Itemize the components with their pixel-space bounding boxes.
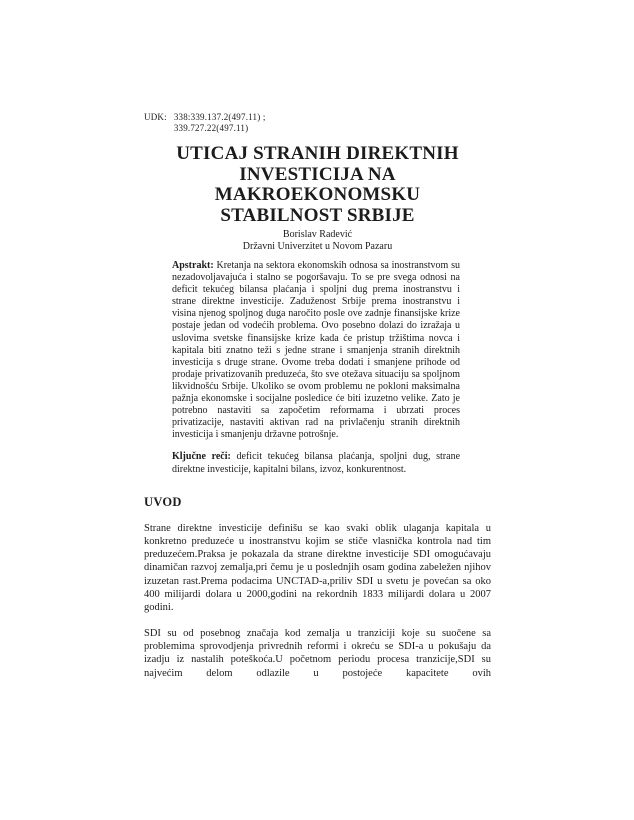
paper-title-line2: INVESTICIJA NA MAKROEKONOMSKU [214,163,421,205]
keywords-label: Ključne reči: [172,451,231,463]
keywords-text: deficit tekućeg bilansa plaćanja, spoljni dug, strane direktne investicije, kapitalni bilans, izvoz, konkurentnost. [172,451,461,475]
section-heading-uvod: UVOD [144,494,182,509]
author-affiliation: Državni Univerzitet u Novom Pazaru [242,240,393,252]
abstract-label: Apstrakt: [172,260,214,271]
udk-classification [144,112,491,134]
paper-title-line3: STABILNOST SRBIJE [220,204,415,226]
udk-number-line2: 339.727.22(497.11) [173,123,249,133]
paper-title [144,144,491,226]
paper-title-line1: UTICAJ STRANIH DIREKTNIH [176,143,459,164]
udk-number-line1: 338:339.137.2(497.11) ; [173,112,266,122]
uvod-paragraph-2: SDI su od posebnog značaja kod zemalja u tranziciji koje su suočene sa problemima sprovodjenja privrednih reformi i okreću se SDI-a u pokušaju da izadju iz nastalih poteškoća.U početnom periodu procesa tranzicije,SDI su najvećim delom odlazile u postojeće kapacitete ovih [144,627,491,679]
abstract [172,260,460,441]
author-block [144,229,491,252]
keywords [172,451,460,475]
author-name: Borislav Radević [282,229,353,240]
uvod-paragraph-1: Strane direktne investicije definišu se kao svaki oblik ulaganja kapitala u konkretno preduzeće u inostranstvu kojim se stiče vlasnička kontrola nad tim preduzećem.Praksa je pokazala da strane direktne investicije SDI omogućavaju dinamičan razvoj zemalja,pri čemu je u poslednjih osam godina zabeležen njihov izuzetan rast.Prema podacima UNCTAD-a,priliv SDI u svetu je povećan sa oko 400 milijardi dolara u 2000,godini na rekordnih 1833 milijardi dolara u 2007 godini. [144,522,491,614]
abstract-text: Kretanja na sektora ekonomskih odnosa sa inostranstvom su nezadovoljavajuća i stalno se pogoršavaju. To se pre svega odnosi na deficit tekućeg bilansa plaćanja i spoljni dug prema inostranstvu i strane direktne investicije. Zaduženost Srbije prema inostranstvu i visina njenog spoljnog duga naročito posle ove zadnje finansijske krize postaje jedan od vodećih problema. Ovo posebno dolazi do izražaja u uslovima svetske finansijske krize kada će pristup tržištima novca i kapitala biti znatno teži s jedne strane i smanjenja stranih direktnih investicija s druge strane. Ovome treba dodati i smanjene prihode od prodaje privatizovanih preduzeća, što sve otežava situaciju sa spoljnom likvidnošću Srbije. Ukoliko se ovom problemu ne pokloni maksimalna pažnja ekonomske i socijalne posledice će biti izuzetno velike. Zato je potrebno nastaviti sa započetim reformama i ubrzati proces privatizacije, nastaviti aktivan rad na privlačenju stranih direktnih investicija i smanjenju državne potrošnje. [172,260,461,441]
udk-numbers [174,112,266,134]
udk-label: UDK: [144,112,167,122]
